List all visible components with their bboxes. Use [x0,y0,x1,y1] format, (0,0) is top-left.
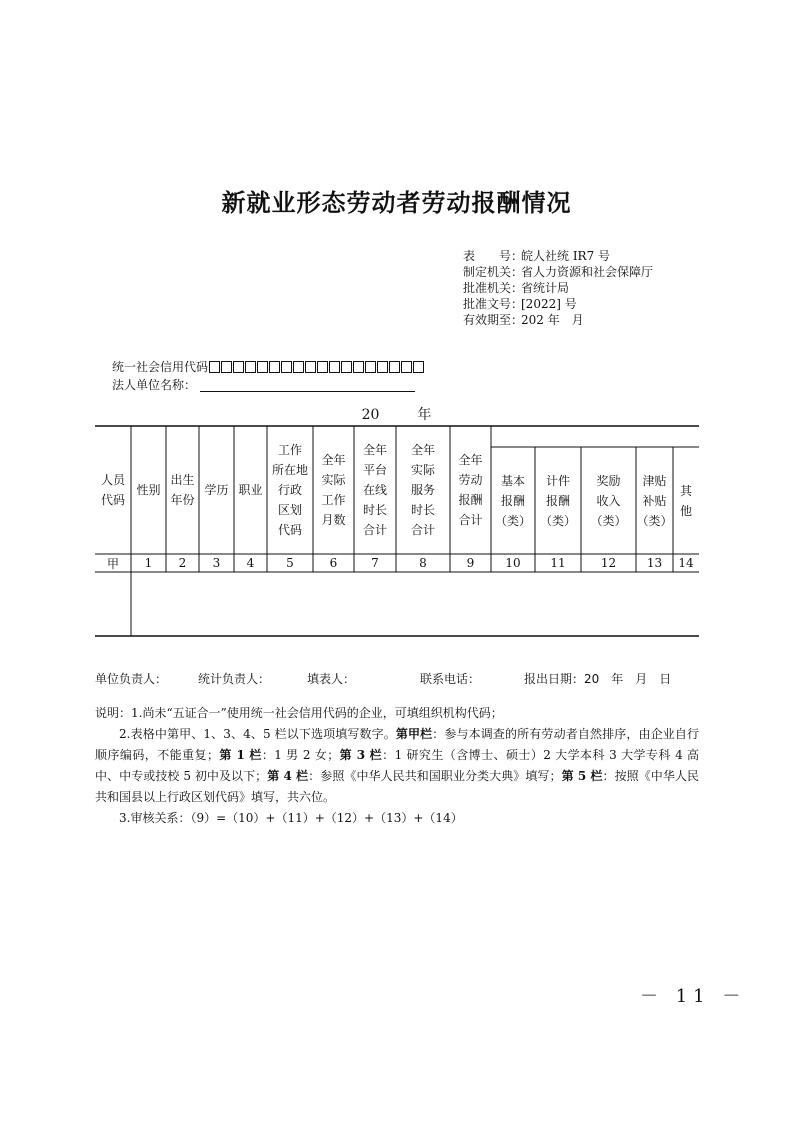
credit-code-box[interactable] [257,361,268,373]
credit-code-box[interactable] [293,361,304,373]
column-number: 12 [600,556,617,570]
credit-code-label: 统一社会信用代码 [112,360,209,374]
credit-code-box[interactable] [269,361,280,373]
meta-approving-authority: 批准机关：省统计局 [463,281,570,295]
column-header: 全年 劳动 报酬 合计 [458,453,483,527]
credit-code-box[interactable] [413,361,424,373]
column-header: 基本 报酬 （类） [494,473,531,528]
credit-code-box[interactable] [221,361,232,373]
column-header: 性别 [136,483,161,497]
column-header: 全年 平台 在线 时长 合计 [362,443,387,537]
column-number: 1 [144,556,153,570]
column-number: 14 [678,556,694,570]
column-header: 其 他 [679,483,692,518]
filler-label: 填表人： [307,672,356,686]
credit-code-box[interactable] [365,361,376,373]
column-number: 4 [246,556,255,570]
unit-name-field[interactable] [200,379,415,392]
page-number: － 11 － [640,986,747,1007]
column-header: 津贴 补贴 （类） [636,473,673,528]
credit-code-box[interactable] [353,361,364,373]
credit-code-box[interactable] [305,361,316,373]
credit-code-box[interactable] [245,361,256,373]
credit-code-box[interactable] [401,361,412,373]
column-header: 职业 [238,483,263,497]
column-number: 7 [371,556,379,570]
credit-code-box[interactable] [281,361,292,373]
credit-code-boxes[interactable] [209,361,425,373]
column-header: 计件 报酬 （类） [539,473,576,528]
credit-code-box[interactable] [341,361,352,373]
column-header: 全年 实际 服务 时长 合计 [410,443,435,537]
column-header: 全年 实际 工作 月数 [321,453,346,527]
note-3: 3.审核关系：（9）=（10）+（11）+（12）+（13）+（14） [119,811,463,825]
meta-valid-until: 有效期至：202 年 月 [463,313,584,327]
credit-code-box[interactable] [317,361,328,373]
column-number: 3 [212,556,221,570]
instructions [95,703,699,829]
form-meta [463,248,653,328]
unit-head-label: 单位负责人： [95,672,168,686]
unit-name-label: 法人单位名称： [112,378,197,392]
column-number: 8 [419,556,427,570]
credit-code-box[interactable] [233,361,244,373]
column-header: 工作 所在地 行政 区划 代码 [271,443,308,537]
credit-code-box[interactable] [209,361,220,373]
meta-approval-number: 批准文号：[2022] 号 [463,297,577,311]
respondent-identity [112,358,425,394]
column-header: 人员 代码 [100,473,125,507]
report-year: 20 年 [361,407,432,423]
report-table [95,425,699,637]
column-header: 出生 年份 [170,473,195,507]
meta-form-number: 表 号：皖人社统 IR7 号 [463,249,611,263]
credit-code-box[interactable] [377,361,388,373]
credit-code-box[interactable] [329,361,340,373]
meta-issuing-authority: 制定机关：省人力资源和社会保障厅 [463,265,654,279]
column-number: 6 [329,556,338,570]
note-1: 说明：1.尚未“五证合一”使用统一社会信用代码的企业，可填组织机构代码； [95,706,503,720]
column-number: 5 [286,556,294,570]
column-header: 奖励 收入 （类） [590,473,627,528]
contact-phone-label: 联系电话： [420,672,481,686]
column-number: 2 [178,556,187,570]
note-2: 2.表格中第甲、1、3、4、5 栏以下选项填写数字。第甲栏：参与本调查的所有劳动者自然排序，由企业自行顺序编码，不能重复；第 1 栏：1 男 2 女；第 3 栏：1 研究生（含博士、硕士）2 大学本科 3 大学专科 4 高中、中专或技校 5 初中及以下；第 4 栏：参照《中华人民共和国职业分类大典》填写；第 5 栏：按照《中华人民共和国县以上行政区划代码》填写，共六位。 [95,727,699,804]
credit-code-box[interactable] [389,361,400,373]
column-header: 学历 [204,483,229,497]
column-number: 10 [505,556,521,570]
column-number: 甲 [106,556,119,571]
report-date-label: 报出日期：20 年 月 日 [524,672,672,686]
stats-head-label: 统计负责人： [198,672,271,686]
form-title: 新就业形态劳动者劳动报酬情况 [221,189,572,217]
column-number: 13 [646,556,663,570]
column-number: 9 [466,556,475,570]
column-number: 11 [550,556,566,570]
